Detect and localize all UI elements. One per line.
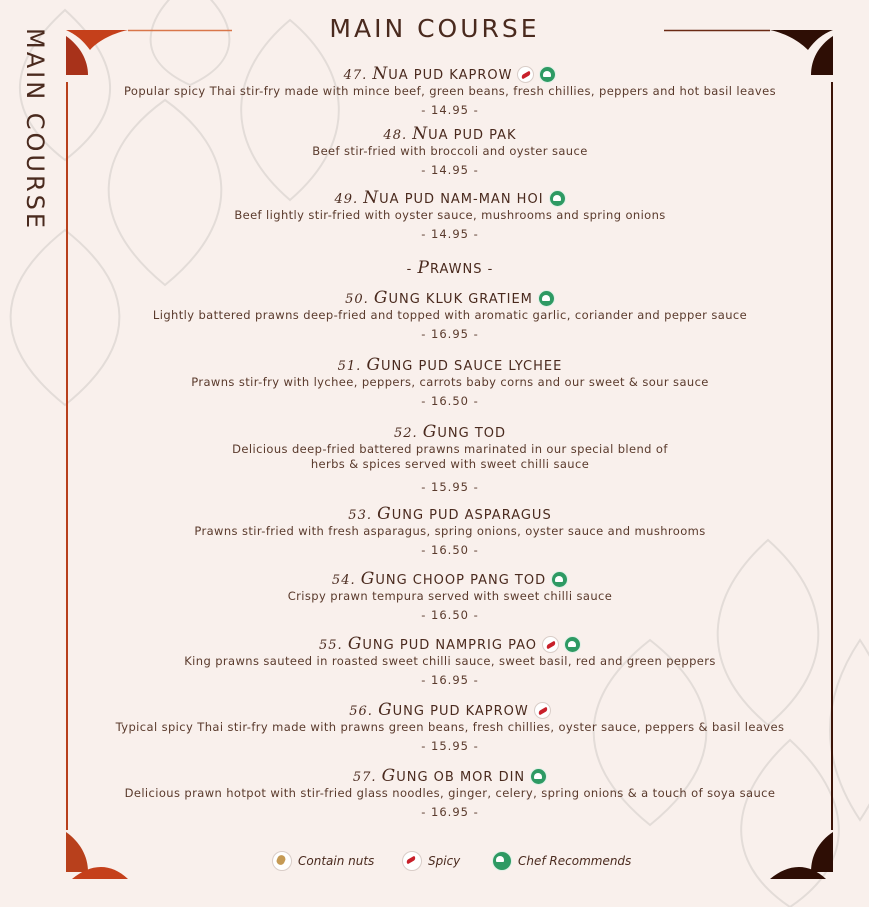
legend-label: Contain nuts: [298, 854, 375, 868]
chili-icon: [534, 702, 551, 719]
item-name: [100, 355, 800, 375]
item-name: [100, 64, 800, 84]
item-price: - 14.95 -: [421, 103, 479, 117]
item-number: 53.: [348, 508, 378, 523]
item-number: 56.: [349, 704, 379, 719]
legend-item: [272, 850, 374, 872]
item-name-rest: UNG TOD: [437, 426, 507, 441]
chef-icon: [549, 190, 566, 207]
item-name: [100, 634, 800, 654]
menu-item: [100, 569, 800, 622]
item-number: 49.: [334, 192, 364, 207]
item-name-initial: N: [372, 64, 389, 84]
item-name: [100, 569, 800, 589]
chef-icon: [530, 768, 547, 785]
legend: [272, 850, 652, 874]
item-name-rest: UA PUD KAPROW: [388, 68, 513, 83]
menu-item: [100, 124, 800, 177]
item-name-rest: UNG PUD SAUCE LYCHEE: [381, 359, 563, 374]
menu-item: [100, 64, 800, 117]
side-title-text: MAIN COURSE: [21, 28, 49, 232]
item-number: 57.: [352, 770, 382, 785]
item-price: - 15.95 -: [421, 480, 479, 494]
item-description: King prawns sauteed in roasted sweet chilli sauce, sweet basil, red and green peppers: [184, 654, 716, 668]
item-number: 51.: [337, 359, 367, 374]
side-title: [22, 28, 48, 243]
item-name-rest: UNG KLUK GRATIEM: [388, 292, 533, 307]
legend-item: [402, 850, 460, 872]
item-description: Delicious deep-fried battered prawns marinated in our special blend of: [232, 442, 668, 456]
item-name-initial: N: [363, 188, 380, 208]
chef-icon: [551, 571, 568, 588]
section-dash: -: [406, 262, 418, 277]
item-name-initial: N: [412, 124, 429, 144]
legend-item: [492, 850, 631, 872]
chef-icon: [564, 636, 581, 653]
item-price: - 16.95 -: [421, 327, 479, 341]
menu-item: [100, 288, 800, 341]
item-name: [100, 700, 800, 720]
item-price: - 16.50 -: [421, 394, 479, 408]
section-dash: -: [482, 262, 494, 277]
item-price: - 16.50 -: [421, 608, 479, 622]
item-description: Delicious prawn hotpot with stir-fried glass noodles, ginger, celery, spring onions & a touch of soya sauce: [124, 786, 776, 800]
section-header-prawns: [100, 258, 800, 278]
menu-item: [100, 504, 800, 557]
chef-icon: [492, 851, 512, 871]
menu-item: [100, 634, 800, 687]
item-name-initial: G: [381, 766, 397, 786]
item-number: 52.: [393, 426, 423, 441]
item-price: - 14.95 -: [421, 163, 479, 177]
item-description: Typical spicy Thai stir-fry made with prawns green beans, fresh chillies, oyster sauce, peppers & basil leaves: [115, 720, 785, 734]
item-name-initial: G: [360, 569, 376, 589]
section-initial: P: [417, 258, 430, 278]
item-name-rest: UA PUD NAM-MAN HOI: [379, 192, 544, 207]
menu-item: [100, 700, 800, 753]
item-description: Popular spicy Thai stir-fry made with mince beef, green beans, fresh chillies, peppers and hot basil leaves: [124, 84, 776, 98]
item-price: - 16.95 -: [421, 673, 479, 687]
item-name-rest: UNG OB MOR DIN: [396, 770, 526, 785]
chili-icon: [542, 636, 559, 653]
chef-icon: [538, 290, 555, 307]
page-title: MAIN COURSE: [329, 14, 540, 43]
item-price: - 14.95 -: [421, 227, 479, 241]
item-name-rest: UNG PUD ASPARAGUS: [391, 508, 552, 523]
item-name-initial: G: [366, 355, 382, 375]
nut-icon: [272, 851, 292, 871]
item-price: - 16.50 -: [421, 543, 479, 557]
item-number: 50.: [345, 292, 374, 307]
item-description: Beef stir-fried with broccoli and oyster sauce: [312, 144, 588, 158]
item-name: [100, 124, 800, 144]
item-number: 48.: [383, 128, 413, 143]
item-name: [100, 288, 800, 308]
menu-item: [100, 766, 800, 819]
menu-item: [100, 422, 800, 494]
item-name-initial: G: [422, 422, 438, 442]
item-name: [100, 766, 800, 786]
item-number: 47.: [343, 68, 373, 83]
item-name: [100, 504, 800, 524]
chef-icon: [539, 66, 556, 83]
chili-icon: [517, 66, 534, 83]
item-description: Crispy prawn tempura served with sweet chilli sauce: [287, 589, 613, 603]
item-description: Prawns stir-fried with fresh asparagus, spring onions, oyster sauce and mushrooms: [194, 524, 706, 538]
item-description: Beef lightly stir-fried with oyster sauce, mushrooms and spring onions: [234, 208, 666, 222]
item-description: Prawns stir-fry with lychee, peppers, carrots baby corns and our sweet & sour sauce: [191, 375, 709, 389]
item-name-initial: G: [377, 504, 392, 524]
menu-item: [100, 188, 800, 241]
item-name-rest: UNG PUD NAMPRIG PAO: [362, 638, 537, 653]
menu-item: [100, 355, 800, 408]
item-name-rest: UA PUD PAK: [428, 128, 517, 143]
item-number: 54.: [331, 573, 361, 588]
item-description: herbs & spices served with sweet chilli sauce: [310, 457, 590, 471]
item-name-initial: G: [347, 634, 363, 654]
item-name-initial: G: [378, 700, 393, 720]
chili-icon: [402, 851, 422, 871]
legend-label: Spicy: [428, 854, 461, 868]
item-number: 55.: [319, 638, 348, 653]
item-name: [100, 188, 800, 208]
item-price: - 16.95 -: [421, 805, 479, 819]
item-name-rest: UNG PUD KAPROW: [392, 704, 529, 719]
item-name-initial: G: [373, 288, 389, 308]
item-name: [100, 422, 800, 442]
section-name: RAWNS: [429, 262, 483, 277]
item-price: - 15.95 -: [421, 739, 479, 753]
legend-label: Chef Recommends: [518, 854, 632, 868]
item-name-rest: UNG CHOOP PANG TOD: [375, 573, 547, 588]
item-description: Lightly battered prawns deep-fried and topped with aromatic garlic, coriander and pepper sauce: [152, 308, 748, 322]
